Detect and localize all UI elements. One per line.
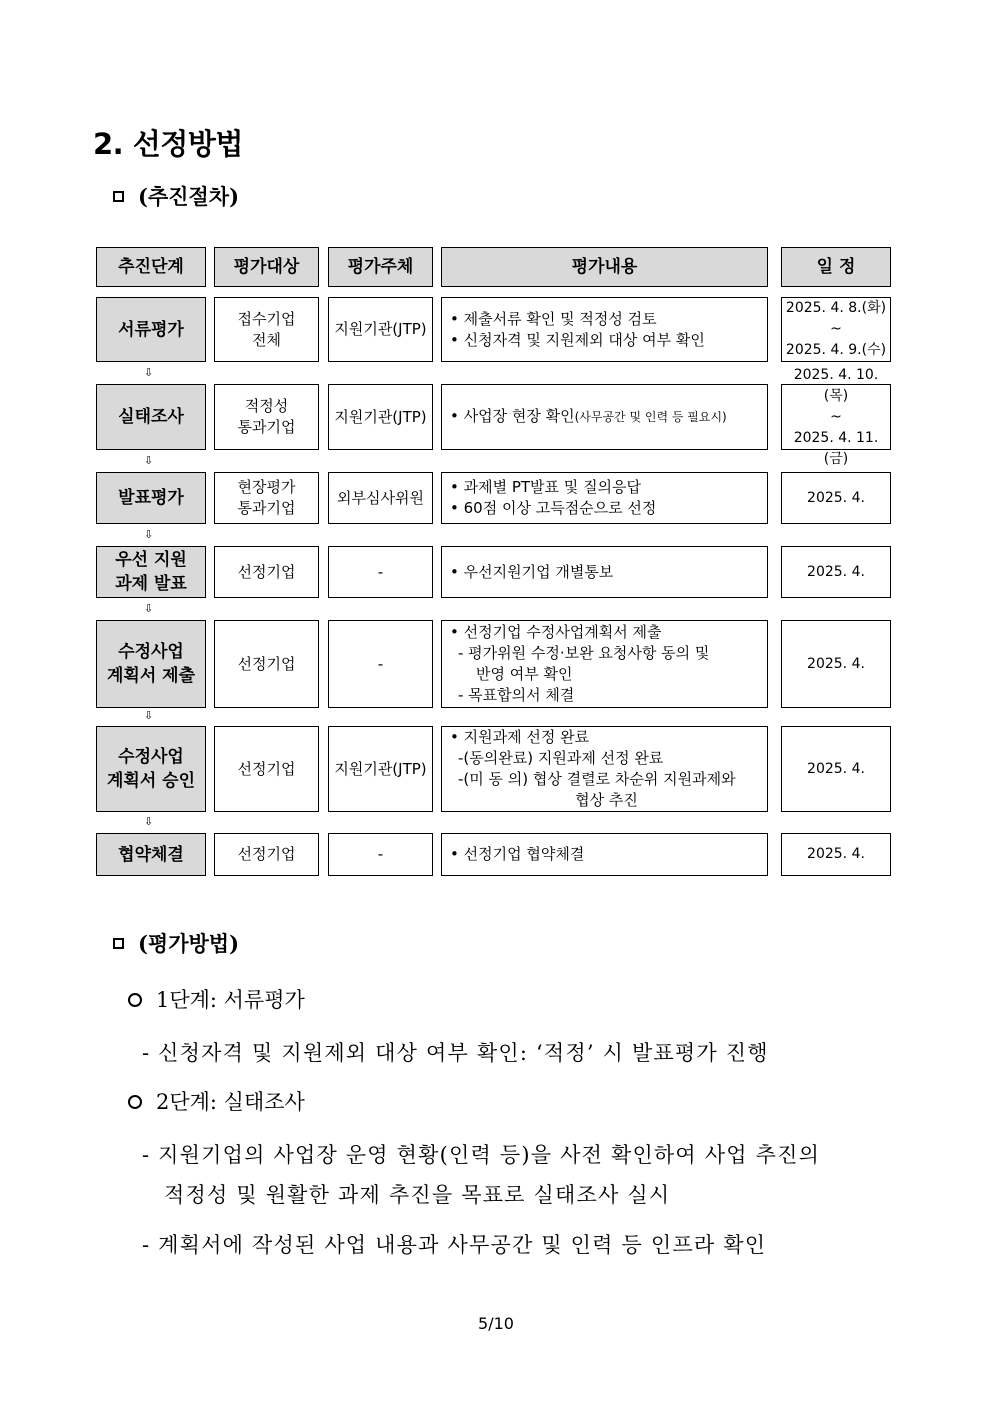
target-cell: 접수기업 전체 bbox=[214, 297, 319, 362]
content-line: • 사업장 현장 확인 bbox=[450, 407, 575, 425]
schedule-cell bbox=[781, 297, 891, 362]
date-end: 2025. 4. 11.(금) bbox=[793, 429, 879, 467]
header-schedule: 일 정 bbox=[781, 247, 891, 287]
content-line: -(미 동 의) 협상 결렬로 차순위 지원과제와 bbox=[458, 770, 736, 788]
step1-heading bbox=[128, 984, 305, 1014]
subsection-procedure-label: (추진절차) bbox=[138, 184, 240, 209]
schedule-cell: 2025. 4. bbox=[781, 472, 891, 524]
down-arrow-icon: ⇩ bbox=[144, 602, 154, 615]
header-content: 평가내용 bbox=[441, 247, 768, 287]
down-arrow-icon: ⇩ bbox=[144, 454, 154, 467]
target-cell: 선정기업 bbox=[214, 620, 319, 708]
content-cell bbox=[441, 833, 768, 876]
evaluator-cell: 지원기관(JTP) bbox=[328, 297, 433, 362]
header-evaluator: 평가주체 bbox=[328, 247, 433, 287]
circle-bullet-icon bbox=[128, 993, 142, 1007]
header-stage: 추진단계 bbox=[96, 247, 206, 287]
target-cell: 적정성 통과기업 bbox=[214, 384, 319, 450]
page-number: 5/10 bbox=[478, 1314, 514, 1333]
content-line: • 선정기업 수정사업계획서 제출 bbox=[450, 623, 662, 641]
content-cell bbox=[441, 620, 768, 708]
date-start: 2025. 4. 10.(목) bbox=[793, 366, 879, 404]
date-tilde: ~ bbox=[830, 321, 842, 337]
square-bullet-icon bbox=[113, 938, 124, 949]
down-arrow-icon: ⇩ bbox=[144, 366, 154, 379]
date-end: 2025. 4. 9.(수) bbox=[785, 342, 887, 358]
evaluator-cell: 지원기관(JTP) bbox=[328, 726, 433, 812]
content-note: (사무공간 및 인력 등 필요시) bbox=[574, 410, 727, 424]
stage-document-review: 서류평가 bbox=[96, 297, 206, 362]
subsection-method-title bbox=[113, 928, 239, 958]
target-cell: 현장평가 통과기업 bbox=[214, 472, 319, 524]
step2-label: 2단계: 실태조사 bbox=[156, 1090, 305, 1114]
step2-description-1b: 적정성 및 원활한 과제 추진을 목표로 실태조사 실시 bbox=[164, 1183, 671, 1207]
date-tilde: ~ bbox=[830, 408, 842, 425]
content-line: • 선정기업 협약체결 bbox=[450, 845, 585, 863]
circle-bullet-icon bbox=[128, 1095, 142, 1109]
content-line: -(동의완료) 지원과제 선정 완료 bbox=[458, 749, 664, 767]
evaluator-cell: 지원기관(JTP) bbox=[328, 384, 433, 450]
stage-revised-plan-submission: 수정사업 계획서 제출 bbox=[96, 620, 206, 708]
schedule-cell: 2025. 4. bbox=[781, 726, 891, 812]
evaluator-cell: - bbox=[328, 546, 433, 598]
evaluator-cell: 외부심사위원 bbox=[328, 472, 433, 524]
step1-label: 1단계: 서류평가 bbox=[156, 988, 305, 1012]
section-title: 2. 선정방법 bbox=[93, 127, 243, 161]
schedule-cell: 2025. 4. bbox=[781, 833, 891, 876]
content-cell bbox=[441, 726, 768, 812]
target-cell: 선정기업 bbox=[214, 833, 319, 876]
content-line: - 평가위원 수정·보완 요청사항 동의 및 bbox=[458, 644, 710, 662]
content-line: • 신청자격 및 지원제외 대상 여부 확인 bbox=[450, 330, 705, 349]
date-start: 2025. 4. 8.(화) bbox=[785, 300, 887, 316]
step1-description: - 신청자격 및 지원제외 대상 여부 확인: ‘적정’ 시 발표평가 진행 bbox=[142, 1041, 769, 1065]
subsection-method-label: (평가방법) bbox=[138, 931, 240, 956]
step2-description-2: - 계획서에 작성된 사업 내용과 사무공간 및 인력 등 인프라 확인 bbox=[142, 1233, 767, 1257]
content-line: 협상 추진 bbox=[575, 791, 638, 809]
square-bullet-icon bbox=[113, 191, 124, 202]
content-line: - 목표합의서 체결 bbox=[458, 686, 575, 704]
schedule-cell: 2025. 4. bbox=[781, 620, 891, 708]
content-cell bbox=[441, 384, 768, 450]
content-line: • 우선지원기업 개별통보 bbox=[450, 562, 614, 581]
stage-site-inspection: 실태조사 bbox=[96, 384, 206, 450]
content-line: • 60점 이상 고득점순으로 선정 bbox=[450, 499, 657, 517]
schedule-cell bbox=[781, 366, 891, 467]
evaluator-cell: - bbox=[328, 833, 433, 876]
step2-description-1a: - 지원기업의 사업장 운영 현황(인력 등)을 사전 확인하여 사업 추진의 bbox=[142, 1143, 821, 1167]
header-target: 평가대상 bbox=[214, 247, 319, 287]
evaluator-cell: - bbox=[328, 620, 433, 708]
stage-revised-plan-approval: 수정사업 계획서 승인 bbox=[96, 726, 206, 812]
subsection-procedure-title bbox=[113, 181, 239, 211]
content-line: 반영 여부 확인 bbox=[476, 665, 573, 683]
content-cell bbox=[441, 472, 768, 524]
stage-agreement: 협약체결 bbox=[96, 833, 206, 876]
down-arrow-icon: ⇩ bbox=[144, 709, 154, 722]
content-line: • 제출서류 확인 및 적정성 검토 bbox=[450, 309, 657, 328]
stage-presentation: 발표평가 bbox=[96, 472, 206, 524]
target-cell: 선정기업 bbox=[214, 726, 319, 812]
schedule-cell: 2025. 4. bbox=[781, 546, 891, 598]
stage-priority-announcement: 우선 지원 과제 발표 bbox=[96, 546, 206, 598]
content-cell bbox=[441, 546, 768, 598]
down-arrow-icon: ⇩ bbox=[144, 528, 154, 541]
target-cell: 선정기업 bbox=[214, 546, 319, 598]
down-arrow-icon: ⇩ bbox=[144, 815, 154, 828]
content-cell bbox=[441, 297, 768, 362]
content-line: • 과제별 PT발표 및 질의응답 bbox=[450, 478, 642, 496]
content-line: • 지원과제 선정 완료 bbox=[450, 728, 590, 746]
step2-heading bbox=[128, 1086, 305, 1116]
